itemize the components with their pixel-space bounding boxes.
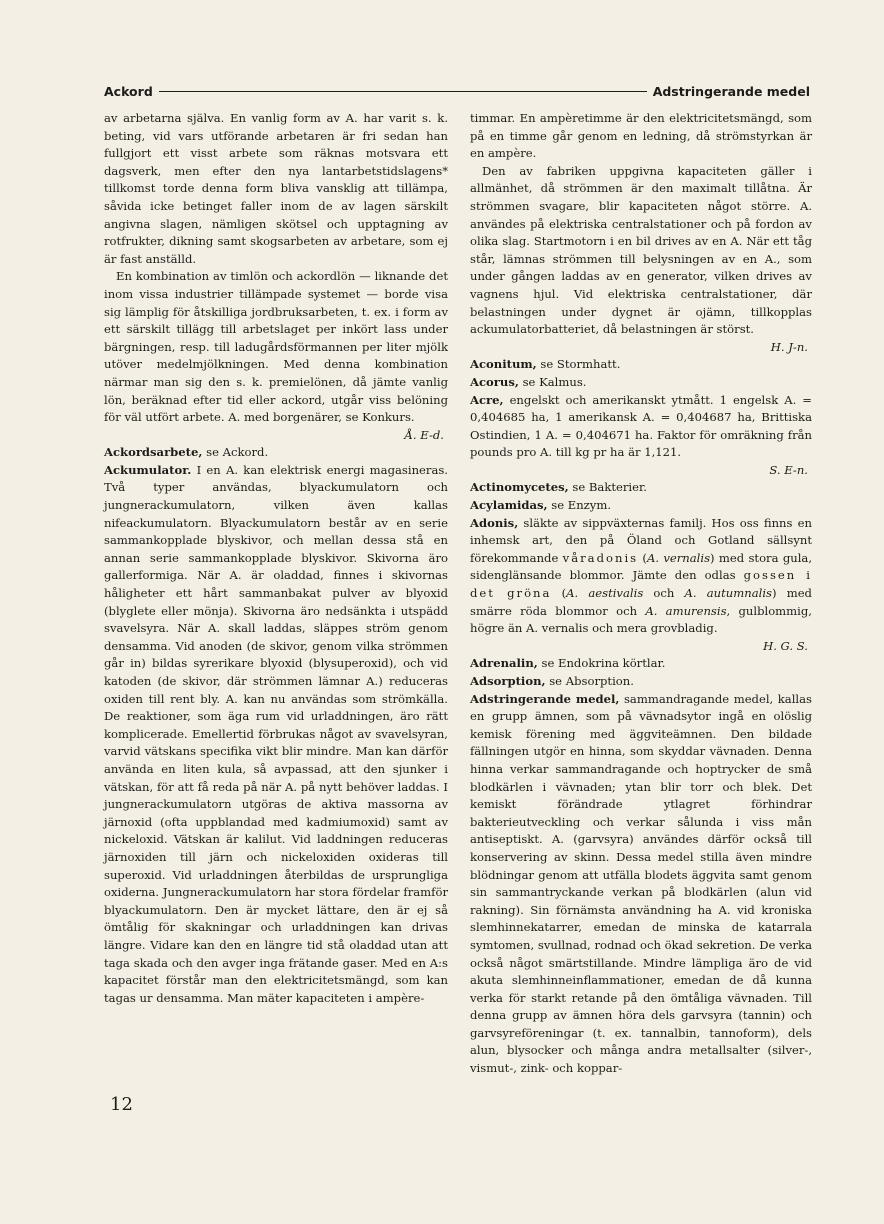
entry-headword: Actinomycetes, [470, 480, 569, 495]
entry-text: se Absorption. [545, 674, 634, 688]
author-signature: S. E-n. [769, 462, 808, 477]
paragraph-text: av arbetarna själva. En vanlig form av A. har varit s. k. beting, vid vars utförande arbetaren är fri sedan han fullgjort ett visst arbete som räknas motsvara ett dagsverk, men efter den nya lantarbetstidslagens* tillkomst torde denna form bliva vansklig att tillämpa, såvida icke betinget faller inom de av lagen särskilt angivna slagen, nämligen skötsel och upptagning av rotfrukter, dikning samt skogsarbeten av arbetare, som ej är fast anställd. [104, 111, 448, 266]
entry-text: släkte av sippväxternas familj. Hos oss finns en inhemsk art, den på Öland och Gotland sällsynt förekommande [470, 515, 812, 565]
entry-text: engelskt och amerikanskt ytmått. 1 engelsk A. = 0,404685 ha, 1 amerikansk A. = 0,404687 ha, Brittiska Ostindien, 1 A. = 0,404671 ha. Faktor för omräkning från pounds pro A. till kg pr ha är 1,121. [470, 392, 812, 460]
author-signature: H. G. S. [763, 638, 808, 653]
running-header [104, 80, 810, 102]
entry-text: ( [638, 550, 647, 565]
entry-ackumulator [104, 462, 448, 1007]
latin-name: A. amurensis [645, 603, 727, 618]
entry-headword: Aconitum, [470, 357, 537, 372]
entry-adrenalin [470, 655, 812, 673]
entry-aconitum [470, 356, 812, 374]
entry-acorus [470, 374, 812, 392]
entry-text: se Endokrina körtlar. [537, 656, 666, 671]
entry-headword: Ackordsarbete, [104, 445, 203, 460]
entry-acylamidas [470, 497, 812, 515]
entry-headword: Acre, [470, 392, 504, 407]
spaced-species-name: våradonis [562, 550, 639, 565]
entry-headword: Acylamidas, [470, 498, 548, 513]
latin-name: A. aestivalis [566, 586, 644, 601]
entry-text: se Ackord. [202, 445, 269, 460]
entry-text: se Enzym. [547, 498, 612, 513]
entry-adstringerande-medel [470, 691, 812, 1078]
entry-ackordsarbete [104, 444, 448, 462]
entry-adonis [470, 515, 812, 656]
entry-headword: Adstringerande medel, [470, 691, 620, 706]
author-signature: H. J-n. [770, 339, 808, 354]
entry-text: och [643, 586, 685, 601]
entry-text: ) med stora gula, sidenglänsande blommor. Jämte den odlas [470, 550, 813, 583]
entry-text: , gulblommig, högre än A. vernalis och mera grovbladig. [470, 603, 812, 636]
entry-text: se Bakterier. [568, 480, 647, 495]
entry-text: ) med smärre röda blommor och [470, 586, 812, 618]
paragraph-text: En kombination av timlön och ackordlön — liknande det inom vissa industrier tillämpade systemet — borde visa sig lämplig för åtskilliga jordbruksarbeten, t. ex. i form av ett särskilt tillägg till arbetslaget per inkört lass under bärgningen, resp. till ladugårdsförmannen per liter mjölk utöver medelmjölkningen. Med denna kombination närmar man sig den s. k. premielönen, då jämte vanlig lön, beräknad efter tid eller ackord, utgår viss belöning för väl utfört arbete. A. med borgenärer, se Konkurs. [104, 269, 448, 425]
paragraph-text: timmar. En ampèretimme är den elektricitetsmängd, som på en timme går genom en ledning, då strömstyrkan är en ampère. [470, 111, 812, 161]
page-number: 12 [110, 1094, 133, 1115]
header-left-keyword: Ackord [104, 83, 153, 99]
entry-actinomycetes [470, 479, 812, 497]
right-column [470, 110, 812, 1078]
entry-text: I en A. kan elektrisk energi magasineras. Två typer användas, blyackumulatorn och jungnerackumulatorn, vilken även kallas nifeackumulatorn. Blyackumulatorn består av en serie sammankopplade blyskivor, och mellan dessa stå en annan serie sammankopplade blyskivor. Skivorna äro gallerformiga. När A. är oladdad, finnes i skivornas håligheter ett hårt sammanbakat pulver av blyoxid (blyglete eller mönja). Skivorna äro nedsänkta i utspädd svavelsyra. När A. skall laddas, släppes ström genom densamma. Vid anoden (de skivor, genom vilka strömmen går in) bildas syrerikare blyoxid (blysuperoxid), och vid katoden (de skivor, där strömmen lämnar A.) reduceras oxiden till rent bly. A. kan nu användas som strömkälla. De reaktioner, som äga rum vid urladdningen, äro rätt komplicerade. Emellertid förbrukas något av svavelsyran, varvid vätskans specifika vikt blir mindre. Man kan därför använda en liten kula, så avpassad, att den sjunker i vätskan, för att få reda på när A. på nytt behöver laddas. I jungnerackumulatorn utgöras de aktiva massorna av järnoxid (ofta uppblandad med kadmiumoxid) samt av nickeloxid. Vätskan är kalilut. Vid laddningen reduceras järnoxiden till järn och nickeloxiden oxideras till superoxid. Vid urladdningen återbildas de ursprungliga oxiderna. Jungnerackumulatorn har stora fördelar framför blyackumulatorn. Den är mycket lättare, den är ej så ömtålig för skakningar och urladdningen kan drivas längre. Vidare kan den en längre tid stå oladdad utan att taga skada och den avger inga frätande gaser. Med en A:s kapacitet förstår man den elektricitetsmängd, som kan tagas ur densamma. Man mäter kapaciteten i ampère- [104, 462, 448, 1005]
paragraph-text: Den av fabriken uppgivna kapaciteten gäller i allmänhet, då strömmen är den maximalt tillåtna. Är strömmen svagare, blir kapaciteten något större. A. användes på elektriska centralstationer och på fordon av olika slag. Startmotorn i en bil drives av en A. När ett tåg står, lämnas strömmen till belysningen av en A., som under gången laddas av en generator, vilken drives av vagnens hjul. Vid elektriska centralstationer, där belastningen under dygnet är ojämn, tillkopplas ackumulatorbatteriet, då belastningen är störst. [470, 163, 812, 337]
latin-name: A. vernalis [646, 550, 711, 565]
paragraph [104, 110, 448, 268]
entry-headword: Adsorption, [470, 674, 546, 688]
entry-acre [470, 392, 812, 480]
entry-headword: Adonis, [470, 515, 519, 530]
left-column [104, 110, 448, 1007]
entry-headword: Acorus, [470, 374, 519, 389]
entry-headword: Ackumulator. [104, 462, 192, 477]
header-rule [159, 91, 647, 92]
paragraph [104, 268, 448, 444]
paragraph [470, 163, 812, 357]
header-right-keyword: Adstringerande medel [652, 83, 810, 99]
entry-text: sammandragande medel, kallas en grupp ämnen, som på vävnadsytor ingå en olöslig kemisk förening med äggviteämnen. Den bildade fällningen utgör en hinna, som skyddar vävnaden. Denna hinna verkar sammandragande och hoptrycker de små blodkärlen i vävnaden; ytan blir torr och blek. Det kemiskt förändrade ytlagret förhindrar bakterieutveckling och verkar sålunda i viss mån antiseptiskt. A. (garvsyra) användes därför också till konservering av skinn. Dessa medel stilla även mindre blödningar genom att utfälla blodets äggvita samt genom sin sammantryckande verkan på blodkärlen (alun vid rakning). Sin förnämsta användning ha A. vid kroniska slemhinnekatarrer, emedan de minska de katarrala symtomen, svullnad, rodnad och ökad sekretion. De verka också något smärtstillande. Mindre lämpliga äro de vid akuta slemhinneinflammationer, emedan de då kunna verka för starkt retande på den ömtåliga vävnaden. Till denna grupp av ämnen höra dels garvsyra (tannin) och garvsyreföreningar (t. ex. tannalbin, tannoform), dels alun, blysocker och många andra metallsalter (silver-, vismut-, zink- och koppar- [470, 691, 813, 1076]
paragraph [470, 110, 812, 163]
author-signature: Å. E-d. [404, 427, 444, 442]
entry-headword: Adrenalin, [470, 656, 538, 671]
entry-text: se Stormhatt. [536, 357, 621, 372]
entry-adsorption [470, 673, 812, 691]
latin-name: A. autumnalis [684, 586, 773, 601]
entry-text: ( [551, 586, 567, 601]
entry-text: se Kalmus. [518, 374, 587, 389]
spaced-species-name: gossen i det gröna [470, 568, 812, 601]
